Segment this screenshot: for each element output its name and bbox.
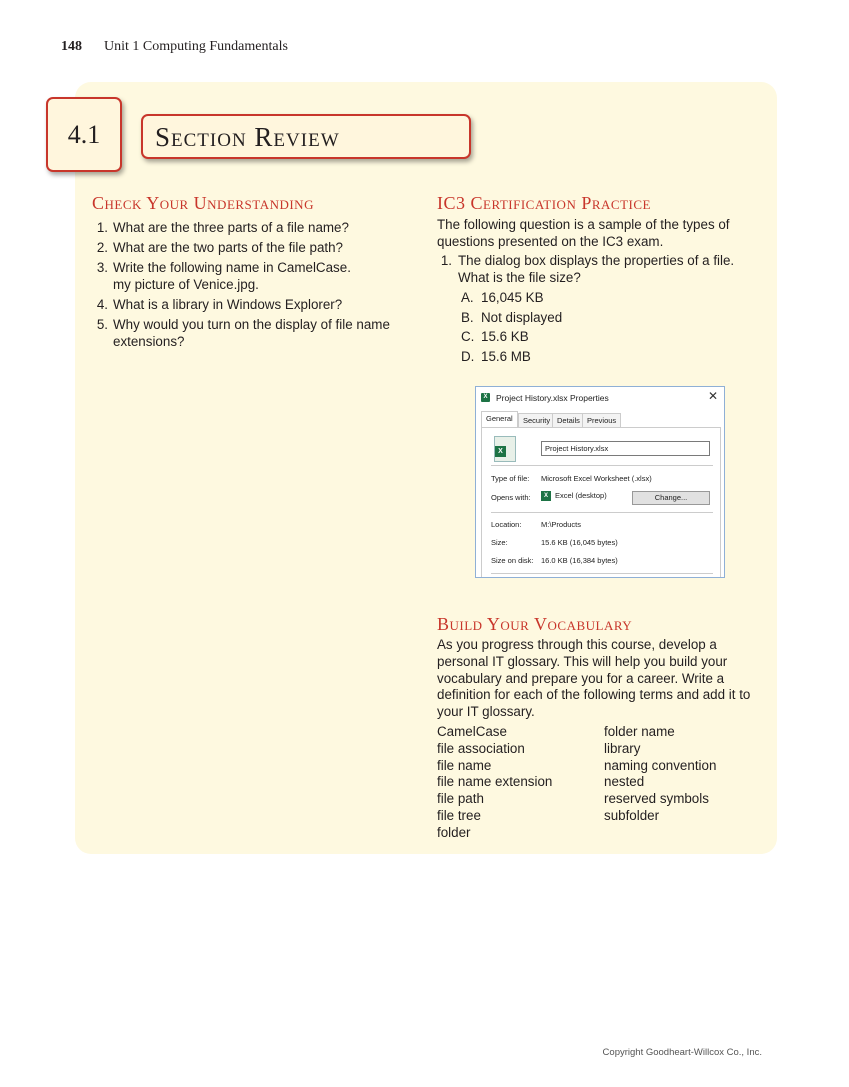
question-text: What are the three parts of a file name? — [113, 220, 349, 235]
ic3-question-number: 1. — [440, 253, 452, 268]
ic3-question-text: The dialog box displays the properties of a file. What is the file size? — [458, 253, 735, 285]
answer-option — [437, 328, 767, 345]
page-number: 148 — [61, 39, 82, 54]
check-question — [92, 219, 412, 236]
opens-value-row — [541, 491, 607, 501]
vocab-term: folder — [437, 824, 471, 840]
vocab-term: file name extension — [437, 774, 553, 790]
question-number: 4. — [96, 297, 108, 312]
section-title: Section Review — [141, 114, 471, 159]
option-text: Not displayed — [481, 309, 563, 325]
option-letter: C. — [461, 329, 475, 344]
ic3-block — [437, 216, 767, 365]
running-head-title: Unit 1 Computing Fundamentals — [104, 39, 288, 54]
vocab-term: library — [604, 740, 641, 756]
opens-label: Opens with: — [491, 493, 531, 502]
file-name-field[interactable]: Project History.xlsx — [541, 441, 710, 456]
vocab-term: file association — [437, 740, 525, 756]
answer-option — [437, 309, 767, 326]
copyright: Copyright Goodheart-Willcox Co., Inc. — [602, 1047, 762, 1058]
dialog-title: Project History.xlsx Properties — [496, 393, 609, 403]
question-text: What are the two parts of the file path? — [113, 240, 344, 255]
vocab-term: file path — [437, 791, 484, 807]
vocab-term: nested — [604, 774, 645, 790]
question-number: 3. — [96, 260, 108, 275]
divider — [491, 573, 713, 574]
question-number: 5. — [96, 317, 108, 332]
size-on-disk-label: Size on disk: — [491, 556, 534, 565]
vocab-column-1 — [437, 724, 552, 842]
size-on-disk-value: 16.0 KB (16,384 bytes) — [541, 556, 618, 565]
check-question — [92, 259, 412, 293]
divider — [491, 512, 713, 513]
question-number: 1. — [96, 220, 108, 235]
vocab-intro: As you progress through this course, develop a personal IT glossary. This will help you build your vocabulary and prepare you for a career. Write a definition for each of the following terms and add it to your IT glossary. — [437, 637, 751, 720]
tab-general[interactable]: General — [481, 411, 518, 428]
check-question — [92, 296, 412, 313]
option-text: 16,045 KB — [481, 290, 544, 305]
section-number-badge: 4.1 — [46, 97, 122, 172]
question-text-line-2: my picture of Venice.jpg. — [113, 277, 259, 292]
question-text: What is a library in Windows Explorer? — [113, 297, 343, 312]
vocab-term: file name — [437, 757, 492, 773]
option-letter: A. — [461, 290, 474, 305]
question-text: Why would you turn on the display of file name extensions? — [113, 317, 390, 349]
size-label: Size: — [491, 538, 508, 547]
close-icon[interactable]: ✕ — [707, 389, 718, 403]
ic3-question — [437, 252, 767, 286]
properties-dialog — [475, 386, 725, 578]
vocab-heading: Build Your Vocabulary — [437, 614, 633, 634]
dialog-general-panel — [481, 427, 721, 578]
vocab-term: subfolder — [604, 807, 660, 823]
tab-previous-versions[interactable]: Previous — [582, 413, 621, 428]
location-label: Location: — [491, 520, 522, 529]
option-letter: D. — [461, 348, 475, 364]
vocab-term: reserved symbols — [604, 791, 709, 807]
size-value: 15.6 KB (16,045 bytes) — [541, 538, 618, 547]
excel-document-icon: X — [494, 436, 516, 462]
check-questions — [92, 219, 412, 353]
check-question — [92, 239, 412, 256]
tab-security[interactable]: Security — [518, 413, 555, 428]
opens-value: Excel (desktop) — [555, 491, 607, 500]
question-number: 2. — [96, 240, 108, 255]
type-label: Type of file: — [491, 474, 530, 483]
ic3-intro: The following question is a sample of the types of questions presented on the IC3 exam. — [437, 217, 730, 249]
check-question — [92, 316, 412, 350]
vocab-term: file tree — [437, 807, 481, 823]
excel-file-icon: X — [481, 393, 490, 402]
answer-option — [437, 348, 767, 365]
divider — [491, 465, 713, 466]
ic3-heading: IC3 Certification Practice — [437, 193, 651, 213]
vocab-term: folder name — [604, 724, 675, 739]
change-button[interactable]: Change... — [632, 491, 710, 505]
vocab-column-2 — [604, 724, 716, 825]
answer-option — [437, 289, 767, 306]
excel-app-icon: X — [541, 491, 551, 501]
question-text: Write the following name in CamelCase. — [113, 260, 351, 275]
vocab-term: naming convention — [604, 757, 717, 773]
type-value: Microsoft Excel Worksheet (.xlsx) — [541, 474, 652, 483]
option-letter: B. — [461, 309, 474, 325]
running-head — [61, 39, 288, 55]
option-text: 15.6 MB — [481, 348, 531, 364]
option-text: 15.6 KB — [481, 329, 529, 344]
tab-details[interactable]: Details — [552, 413, 585, 428]
location-value: M:\Products — [541, 520, 582, 529]
check-heading: Check Your Understanding — [92, 193, 314, 213]
vocab-term: CamelCase — [437, 724, 507, 739]
